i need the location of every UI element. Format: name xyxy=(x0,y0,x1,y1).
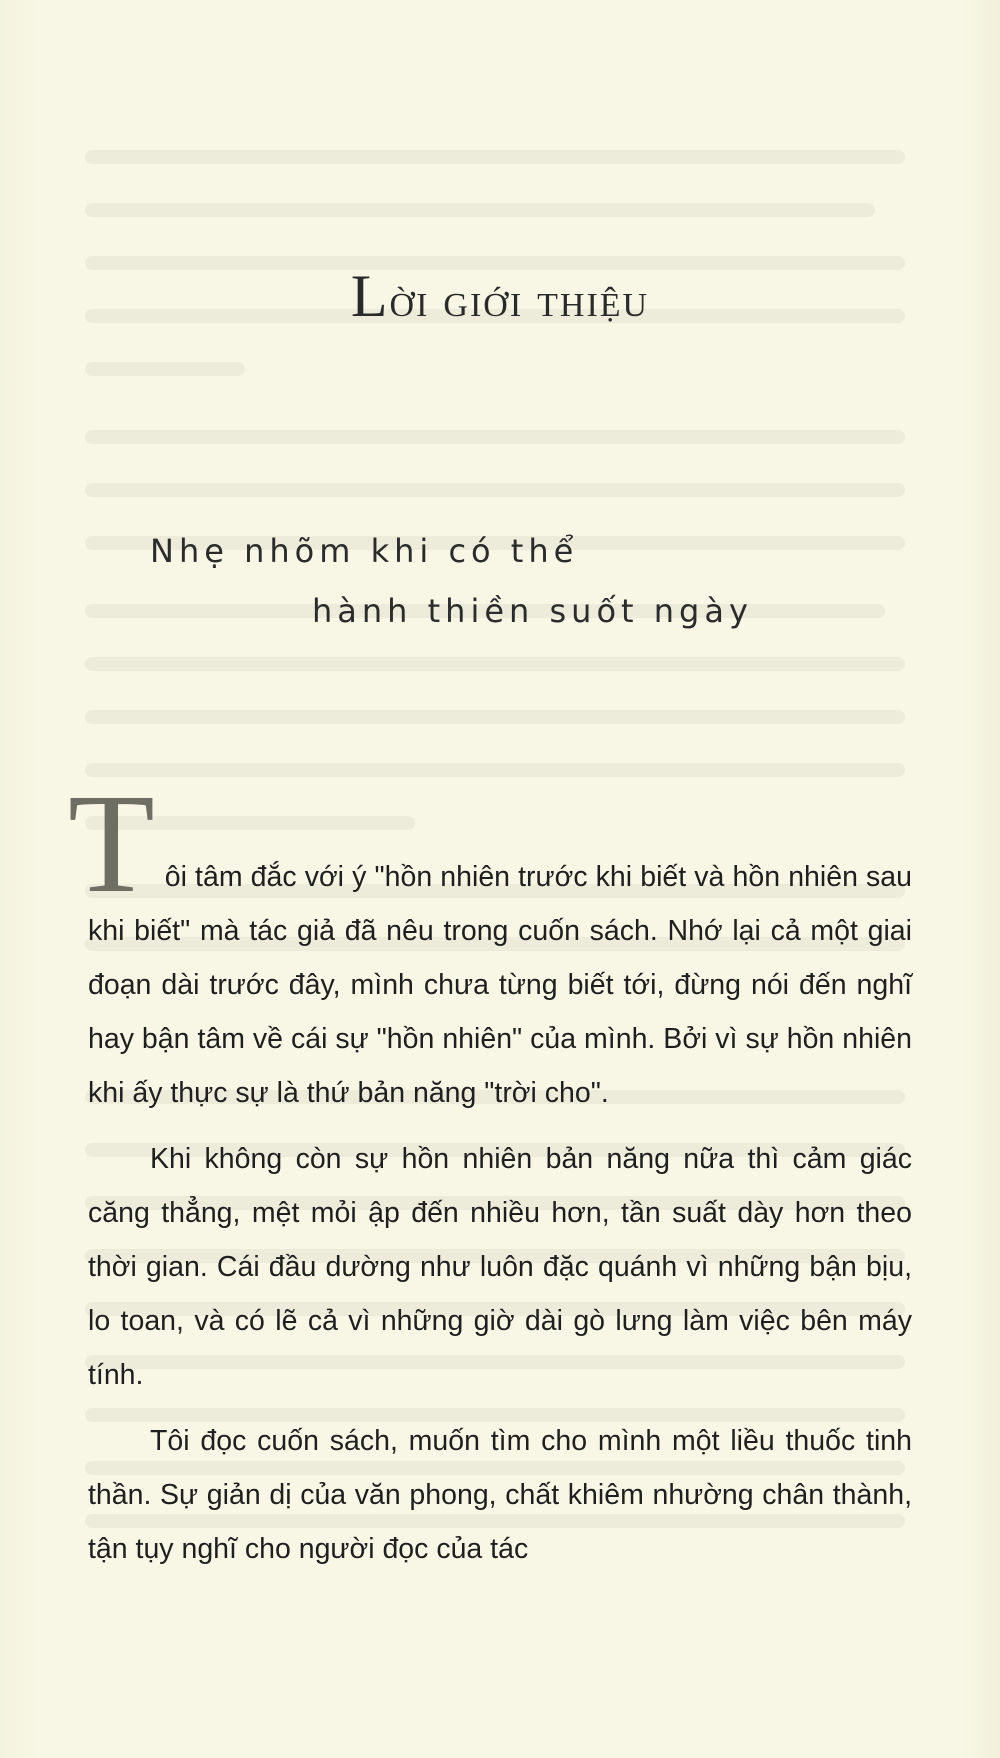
heading-rest: ời giới thiệu xyxy=(389,274,650,327)
paragraph-3: Tôi đọc cuốn sách, muốn tìm cho mình một liều thuốc tinh thần. Sự giản dị của văn phong, chất khiêm nhường chân thành, tận tụy nghĩ cho người đọc của tác xyxy=(88,1425,912,1565)
paragraph-1 xyxy=(68,764,912,1120)
subtitle-line-2: hành thiền suốt ngày xyxy=(312,592,753,630)
chapter-heading xyxy=(0,262,1000,331)
paragraph-2: Khi không còn sự hồn nhiên bản năng nữa thì cảm giác căng thẳng, mệt mỏi ập đến nhiều hơn, tần suất dày hơn theo thời gian. Cái đầu dường như luôn đặc quánh vì những bận bịu, lo toan, và có lẽ cả vì những giờ dài gò lưng làm việc bên máy tính. xyxy=(88,1143,912,1391)
paragraph-1-text: ôi tâm đắc với ý "hồn nhiên trước khi biết và hồn nhiên sau khi biết" mà tác giả đã nêu trong cuốn sách. Nhớ lại cả một giai đoạn dài trước đây, mình chưa từng biết tới, đừng nói đến nghĩ hay bận tâm về cái sự "hồn nhiên" của mình. Bởi vì sự hồn nhiên khi ấy thực sự là thứ bản năng "trời cho". xyxy=(88,861,912,1109)
heading-first-letter: L xyxy=(350,263,390,329)
body-text xyxy=(68,764,912,1588)
drop-cap: T xyxy=(68,764,155,922)
subtitle-line-1: Nhẹ nhõm khi có thể xyxy=(150,532,579,570)
